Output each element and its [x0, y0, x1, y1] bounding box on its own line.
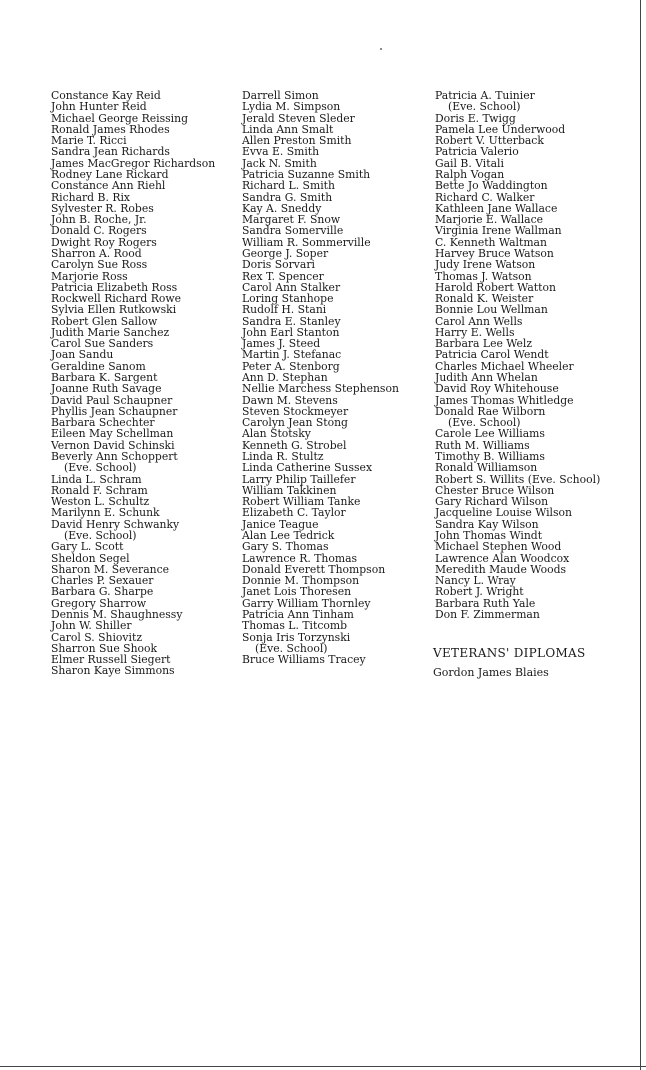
- graduate-name: Margaret F. Snow: [242, 213, 341, 227]
- graduate-name: Joanne Ruth Savage: [51, 382, 162, 396]
- graduate-name: Thomas J. Watson: [435, 269, 532, 283]
- graduate-name: Marjorie Ross: [51, 269, 128, 283]
- graduate-name: Harold Robert Watton: [435, 280, 556, 294]
- graduate-name: Carol S. Shiovitz: [51, 630, 143, 644]
- graduate-name: Rodney Lane Rickard: [51, 167, 169, 181]
- graduate-name: Sandra Jean Richards: [51, 145, 170, 159]
- graduate-name: Patricia Elizabeth Ross: [51, 280, 178, 294]
- graduate-name: John Hunter Reid: [51, 100, 147, 114]
- graduate-name: Barbara G. Sharpe: [51, 585, 154, 599]
- graduate-name: Nancy L. Wray: [435, 574, 516, 588]
- graduate-name: Donald Everett Thompson: [242, 562, 386, 576]
- graduate-name: Linda L. Schram: [51, 472, 142, 486]
- graduate-name: Carol Ann Stalker: [242, 280, 341, 294]
- graduate-name: Barbara K. Sargent: [51, 371, 158, 385]
- graduate-name: Phyllis Jean Schaupner: [51, 404, 178, 418]
- graduate-name: Carolyn Sue Ross: [51, 258, 148, 272]
- graduate-name: Ann D. Stephan: [242, 371, 328, 385]
- graduate-name: Doris Sorvari: [242, 258, 315, 272]
- graduate-name: Patricia Ann Tinham: [242, 607, 354, 621]
- graduate-name: Barbara Lee Welz: [435, 337, 533, 351]
- graduate-name: Allen Preston Smith: [242, 134, 352, 148]
- name-column-3: [435, 90, 600, 620]
- name-note: (Eve. School): [64, 461, 137, 475]
- graduate-name: John Thomas Windt: [435, 528, 543, 542]
- graduate-name: Barbara Ruth Yale: [435, 596, 536, 610]
- graduate-name: Larry Philip Taillefer: [242, 472, 356, 486]
- name-note: (Eve. School): [448, 100, 521, 114]
- graduate-name: Darrell Simon: [242, 89, 319, 102]
- graduate-name: Jack N. Smith: [242, 156, 317, 170]
- graduate-name: Sharron Sue Shook: [51, 641, 158, 655]
- name-column-1: [51, 90, 215, 677]
- graduate-name: David Paul Schaupner: [51, 393, 173, 407]
- graduate-name: Elmer Russell Siegert: [51, 653, 171, 667]
- graduate-name: Kenneth G. Strobel: [242, 438, 347, 452]
- graduate-name: Sharon Kaye Simmons: [51, 664, 175, 678]
- graduate-name: Linda Ann Smalt: [242, 122, 334, 136]
- graduate-name: Rudolf H. Stani: [242, 303, 327, 317]
- graduate-name: Lawrence Alan Woodcox: [435, 551, 570, 565]
- graduate-name: Don F. Zimmerman: [435, 607, 540, 621]
- name-note: (Eve. School): [64, 528, 137, 542]
- graduate-name: Ronald F. Schram: [51, 483, 148, 497]
- name-note: (Eve. School): [255, 641, 328, 655]
- graduate-name: Sandra G. Smith: [242, 190, 333, 204]
- graduate-name: Harry E. Wells: [435, 325, 515, 339]
- graduate-name: Bruce Williams Tracey: [242, 653, 366, 667]
- graduate-name: Jerald Steven Sleder: [242, 111, 355, 125]
- graduate-name: Marilynn E. Schunk: [51, 506, 160, 520]
- veterans-diplomas-heading: VETERANS' DIPLOMAS: [433, 646, 586, 660]
- graduate-name: Harvey Bruce Watson: [435, 246, 554, 260]
- graduate-name: Loring Stanhope: [242, 292, 334, 306]
- name-column-2: [242, 90, 399, 665]
- graduate-name: Robert J. Wright: [435, 585, 524, 599]
- graduate-name: Linda Catherine Sussex: [242, 461, 373, 475]
- graduate-name: Michael Stephen Wood: [435, 540, 562, 554]
- graduate-name: Sonja Iris Torzynski: [242, 630, 351, 644]
- graduate-name: Ronald Williamson: [435, 461, 538, 475]
- graduate-name: Ronald James Rhodes: [51, 122, 170, 136]
- graduate-name: Janice Teague: [242, 517, 319, 531]
- graduate-name: Richard B. Rix: [51, 190, 130, 204]
- graduate-name: Martin J. Stefanac: [242, 348, 342, 362]
- graduate-name: Sheldon Segel: [51, 551, 130, 565]
- page-edge-right: [640, 0, 641, 1070]
- graduate-name: Sharon M. Severance: [51, 562, 170, 576]
- graduate-name: William Takkinen: [242, 483, 337, 497]
- graduate-name: Charles P. Sexauer: [51, 574, 154, 588]
- graduate-name: Gary S. Thomas: [242, 540, 329, 554]
- graduate-name: Peter A. Stenborg: [242, 359, 340, 373]
- graduate-name: Sylvia Ellen Rutkowski: [51, 303, 177, 317]
- graduate-name: Charles Michael Wheeler: [435, 359, 574, 373]
- graduate-name: Rex T. Spencer: [242, 269, 324, 283]
- graduate-name: Bette Jo Waddington: [435, 179, 548, 193]
- graduate-name: Donnie M. Thompson: [242, 574, 360, 588]
- graduate-name: Joan Sandu: [51, 348, 114, 362]
- print-speck: [380, 48, 382, 50]
- graduate-name: David Henry Schwanky: [51, 517, 180, 531]
- graduate-name: Kathleen Jane Wallace: [435, 201, 558, 215]
- graduate-name: John Earl Stanton: [242, 325, 340, 339]
- graduate-name: Patricia Valerio: [435, 145, 519, 159]
- graduate-name: George J. Soper: [242, 246, 329, 260]
- graduate-name: Bonnie Lou Wellman: [435, 303, 548, 317]
- graduate-name: Doris E. Twigg: [435, 111, 516, 125]
- graduate-name: Ruth M. Williams: [435, 438, 530, 452]
- graduate-name: Nellie Marchess Stephenson: [242, 382, 399, 396]
- graduate-name: Richard L. Smith: [242, 179, 335, 193]
- graduate-name: David Roy Whitehouse: [435, 382, 559, 396]
- graduate-name: Pamela Lee Underwood: [435, 122, 566, 136]
- graduate-name: Steven Stockmeyer: [242, 404, 349, 418]
- graduate-name: Janet Lois Thoresen: [242, 585, 352, 599]
- graduate-name: Carol Ann Wells: [435, 314, 523, 328]
- graduate-name: Geraldine Sanom: [51, 359, 146, 373]
- graduate-name: Patricia A. Tuinier: [435, 89, 535, 102]
- graduate-name: Alan Stotsky: [242, 427, 311, 441]
- graduate-name: Donald Rae Wilborn: [435, 404, 546, 418]
- name-note: (Eve. School): [448, 416, 521, 430]
- graduate-name: Barbara Schechter: [51, 416, 155, 430]
- graduate-name: Meredith Maude Woods: [435, 562, 567, 576]
- graduate-name: Ralph Vogan: [435, 167, 505, 181]
- graduate-name: John W. Shiller: [51, 619, 132, 633]
- graduate-name: Richard C. Walker: [435, 190, 535, 204]
- graduate-name: Marjorie E. Wallace: [435, 213, 544, 227]
- graduate-name: Lawrence R. Thomas: [242, 551, 358, 565]
- graduate-name: Evva E. Smith: [242, 145, 320, 159]
- graduate-name: Linda R. Stultz: [242, 450, 324, 463]
- graduate-name: Gary Richard Wilson: [435, 495, 549, 509]
- graduate-name: Eileen May Schellman: [51, 427, 174, 441]
- graduate-name: Sharron A. Rood: [51, 246, 142, 260]
- graduate-name: Patricia Suzanne Smith: [242, 167, 371, 181]
- graduate-name: Sandra Kay Wilson: [435, 517, 539, 531]
- graduate-name: Michael George Reissing: [51, 111, 189, 125]
- graduate-name: Donald C. Rogers: [51, 224, 147, 238]
- graduate-name: James J. Steed: [242, 337, 321, 351]
- graduate-name: Lydia M. Simpson: [242, 100, 341, 114]
- graduate-name: Judy Irene Watson: [435, 258, 536, 272]
- graduate-name: Robert S. Willits (Eve. School): [435, 472, 601, 486]
- graduate-name: Constance Kay Reid: [51, 89, 161, 102]
- graduate-name: Sylvester R. Robes: [51, 201, 154, 215]
- graduate-name: Constance Ann Riehl: [51, 179, 166, 193]
- graduate-name: Elizabeth C. Taylor: [242, 506, 346, 520]
- graduate-name: Judith Ann Whelan: [435, 371, 538, 385]
- page-edge-bottom: [0, 1066, 646, 1067]
- graduate-name: Marie T. Ricci: [51, 134, 127, 148]
- graduate-name: Vernon David Schinski: [51, 438, 175, 452]
- graduate-name: Dennis M. Shaughnessy: [51, 607, 183, 621]
- graduate-name: Jacqueline Louise Wilson: [435, 506, 572, 520]
- graduate-name: Timothy B. Williams: [435, 450, 545, 463]
- graduate-name: Garry William Thornley: [242, 596, 371, 610]
- graduate-name: Robert Glen Sallow: [51, 314, 158, 328]
- graduate-name: Patricia Carol Wendt: [435, 348, 549, 362]
- graduate-name: Alan Lee Tedrick: [242, 528, 335, 542]
- graduate-name: Chester Bruce Wilson: [435, 483, 555, 497]
- graduate-name: Sandra Somerville: [242, 224, 344, 238]
- graduate-name: Gregory Sharrow: [51, 596, 147, 610]
- graduate-name: Carol Sue Sanders: [51, 337, 154, 351]
- graduate-name: Ronald K. Weister: [435, 292, 534, 306]
- graduate-name: Gary L. Scott: [51, 540, 124, 554]
- graduate-name: Virginia Irene Wallman: [435, 224, 562, 238]
- graduate-name: Sandra E. Stanley: [242, 314, 341, 328]
- graduate-name: Dwight Roy Rogers: [51, 235, 157, 249]
- graduate-name: John B. Roche, Jr.: [51, 213, 147, 227]
- graduate-name: C. Kenneth Waltman: [435, 235, 547, 249]
- graduate-name: Dawn M. Stevens: [242, 393, 338, 407]
- graduate-name: James MacGregor Richardson: [51, 156, 216, 170]
- veterans-diploma-name: Gordon James Blaies: [433, 666, 549, 679]
- graduate-name: Carole Lee Williams: [435, 427, 545, 441]
- graduate-name: Gail B. Vitali: [435, 156, 504, 170]
- graduate-name: Robert William Tanke: [242, 495, 361, 509]
- graduate-name: Beverly Ann Schoppert: [51, 450, 178, 463]
- graduate-name: Carolyn Jean Stong: [242, 416, 348, 430]
- graduate-name: James Thomas Whitledge: [435, 393, 574, 407]
- graduate-name: William R. Sommerville: [242, 235, 371, 249]
- graduate-name: Robert V. Utterback: [435, 134, 544, 148]
- graduate-name: Judith Marie Sanchez: [51, 325, 170, 339]
- graduate-name: Weston L. Schultz: [51, 495, 150, 509]
- graduate-name: Rockwell Richard Rowe: [51, 292, 181, 306]
- graduate-name: Thomas L. Titcomb: [242, 619, 348, 633]
- graduate-name: Kay A. Sneddy: [242, 201, 322, 215]
